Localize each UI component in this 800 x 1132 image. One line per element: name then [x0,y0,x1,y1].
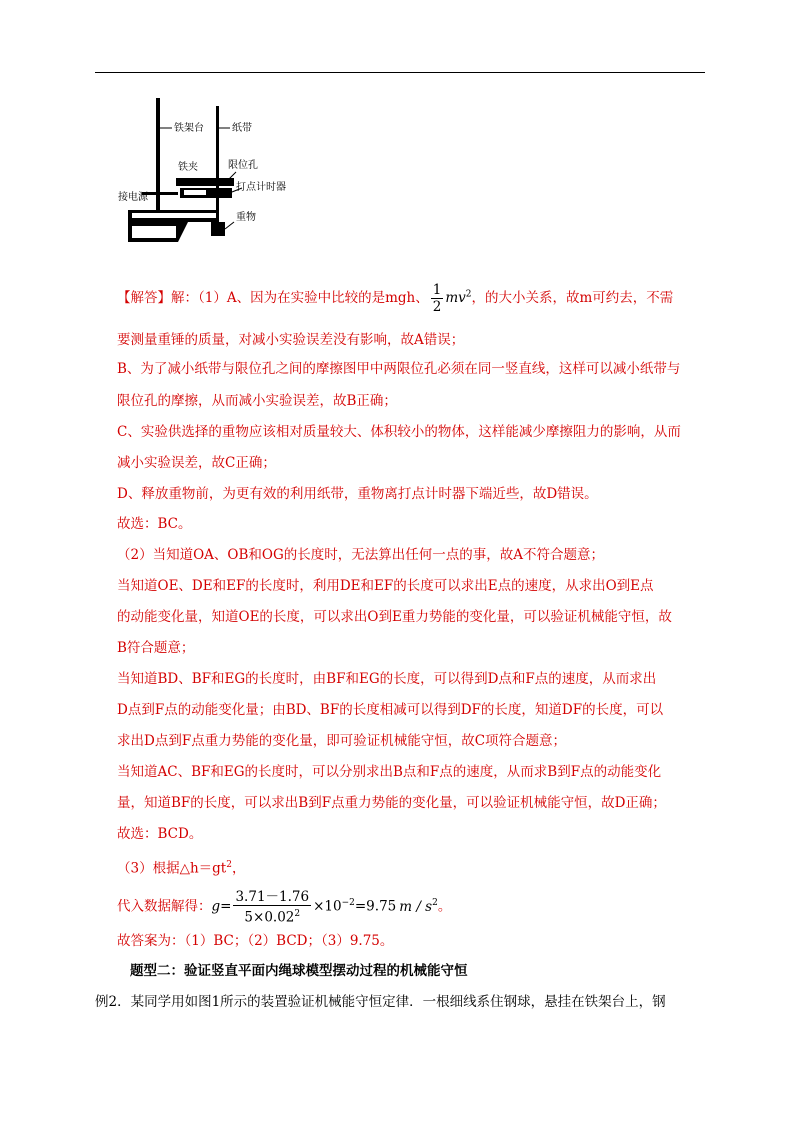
answer-line-8: 故选：BC。 [117,516,192,532]
answer-line-21: 故答案为：（1）BC；（2）BCD；（3）9.75。 [117,933,394,949]
answer-line-17: 量，知道BF的长度，可以求出B到F点重力势能的变化量，可以验证机械能守恒，故D正确； [117,795,666,811]
label-weight: 重物 [236,212,256,223]
fraction-g: $\frac{3.71-1.76}{5\times 0.02^2}$ [235,888,310,926]
answer-line-7: D、释放重物前，为更有效的利用纸带，重物离打点计时器下端近些，故D错误。 [117,486,598,502]
answer-line-12: B符合题意； [117,640,195,656]
answer-line-13: 当知道BD、BF和EG的长度时，由BF和EG的长度，可以得到D点和F点的速度，从而求出 [117,671,657,687]
section-heading: 题型二：验证竖直平面内绳球模型摆动过程的机械能守恒 [130,963,468,979]
answer-line-3: B、为了减小纸带与限位孔之间的摩擦图甲中两限位孔必须在同一竖直线，这样可以减小纸带与 [117,361,681,377]
answer-line-20: 代入数据解得：g= $\frac{3.71-1.76}{5\times 0.02^2}$ $\times 10^{-2}=9.75$ m / $s^2$。 [117,888,452,926]
fraction-half: $\frac{1}{2}$ [432,282,442,315]
answer-line-5: C、实验供选择的重物应该相对质量较大、体积较小的物体，这样能减少摩擦阻力的影响，从而 [117,424,681,440]
answer-line-4: 限位孔的摩擦，从而减小实验误差，故B正确； [117,393,397,409]
label-timer: 打点计时器 [236,182,286,193]
label-clamp: 铁夹 [178,162,198,173]
label-limit-hole: 限位孔 [228,160,258,171]
answer-line-16: 当知道AC、BF和EG的长度时，可以分别求出B点和F点的速度，从而求B到F点的动能变化 [117,764,662,780]
answer-line-1: 【解答】解：（1）A、因为在实验中比较的是mgh、 $\frac{1}{2}$ $mv^2$，的大小关系，故m可约去，不需 [117,282,674,315]
label-stand: 铁架台 [174,123,204,134]
answer-line-6: 减小实验误差，故C正确； [117,455,276,471]
header-rule [95,72,705,73]
answer-line-11: 的动能变化量，知道OE的长度，可以求出O到E重力势能的变化量，可以验证机械能守恒，故 [117,609,672,625]
answer-line-19: （3）根据$\triangle h=gt^2$， [117,860,246,877]
answer-line-10: 当知道OE、DE和EF的长度时，利用DE和EF的长度可以求出E点的速度，从求出O到E点 [117,578,654,594]
label-tape: 纸带 [232,123,252,134]
apparatus-figure [118,92,298,252]
label-power: 接电源 [118,192,148,203]
answer-line-18: 故选：BCD。 [117,826,203,842]
weight [211,222,225,236]
answer-line-15: 求出D点到F点重力势能的变化量，即可验证机械能守恒，故C项符合题意； [117,733,567,749]
answer-line-14: D点到F点的动能变化量；由BD、BF的长度相减可以得到DF的长度，知道DF的长度，可以 [117,702,664,718]
answer-label: 【解答】 [117,290,171,306]
paper-tape [216,106,219,224]
answer-line-2: 要测量重锤的质量，对减小实验误差没有影响，故A错误； [117,332,465,348]
example-text: 例2．某同学用如图1所示的装置验证机械能守恒定律．一根细线系住钢球，悬挂在铁架台上，钢 [95,994,666,1010]
answer-line-9: （2）当知道OA、OB和OG的长度时，无法算出任何一点的事，故A不符合题意； [117,547,604,563]
